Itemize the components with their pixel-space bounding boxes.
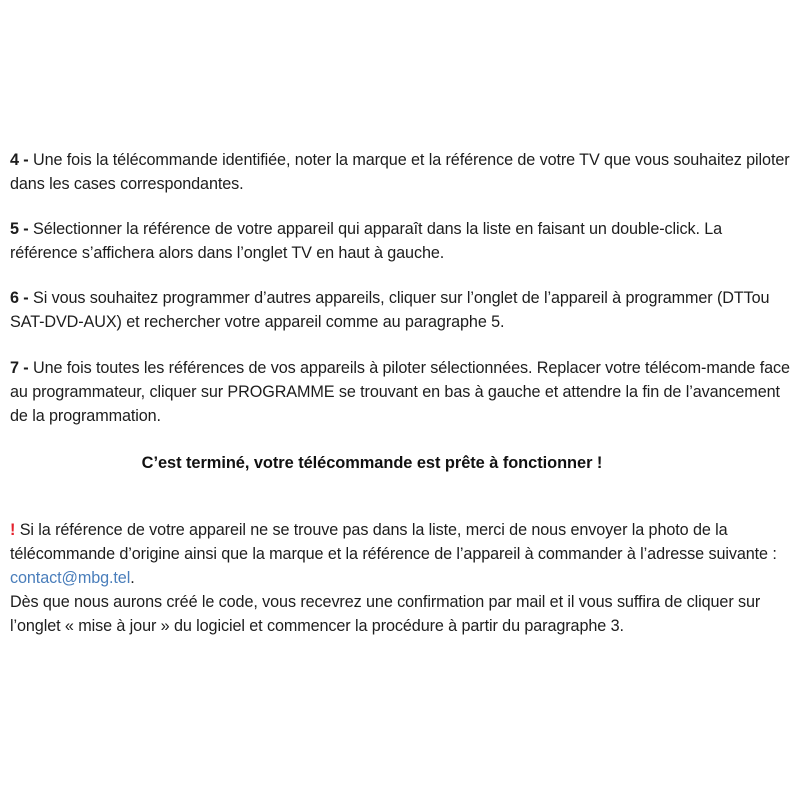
step-item-4	[10, 148, 792, 196]
step-text-7: Une fois toutes les références de vos appareils à piloter sélectionnées. Replacer votre télécom-mande face au programmateur, cliquer sur PROGRAMME se trouvant en bas à gauche et attendre la fin de l’avancement de la programmation.	[10, 359, 795, 425]
step-number-7: 7 -	[10, 359, 29, 377]
notice-paragraph-1	[10, 518, 795, 590]
notice-text-1: Si la référence de votre appareil ne se trouve pas dans la liste, merci de nous envoyer la photo de la télécommande d’origine ainsi que la marque et la référence de l’appareil à commander à l’adresse suivante :	[10, 521, 782, 563]
closing-statement: C’est terminé, votre télécommande est prête à fonctionner !	[141, 454, 603, 472]
step-item-6	[10, 286, 792, 334]
step-number-6: 6 -	[10, 289, 29, 307]
step-text-6: Si vous souhaitez programmer d’autres appareils, cliquer sur l’onglet de l’appareil à programmer (DTTou SAT-DVD-AUX) et rechercher votre appareil comme au paragraphe 5.	[10, 289, 774, 331]
contact-email-link[interactable]: contact@mbg.tel	[10, 569, 131, 587]
exclamation-icon: !	[10, 521, 16, 539]
warning-notice-block	[10, 518, 795, 638]
notice-text-after-email: .	[130, 569, 135, 587]
step-number-5: 5 -	[10, 220, 29, 238]
step-text-5: Sélectionner la référence de votre appareil qui apparaît dans la liste en faisant un double-click. La référence s’affichera alors dans l’onglet TV en haut à gauche.	[10, 220, 727, 262]
step-text-4: Une fois la télécommande identifiée, noter la marque et la référence de votre TV que vous souhaitez piloter dans les cases correspondantes.	[10, 151, 794, 193]
step-item-5	[10, 217, 792, 265]
step-item-7	[10, 356, 795, 428]
instruction-steps-block	[10, 148, 795, 428]
notice-paragraph-2: Dès que nous aurons créé le code, vous recevrez une confirmation par mail et il vous suffira de cliquer sur l’onglet « mise à jour » du logiciel et commencer la procédure à partir du paragraphe 3.	[10, 593, 765, 635]
step-number-4: 4 -	[10, 151, 29, 169]
